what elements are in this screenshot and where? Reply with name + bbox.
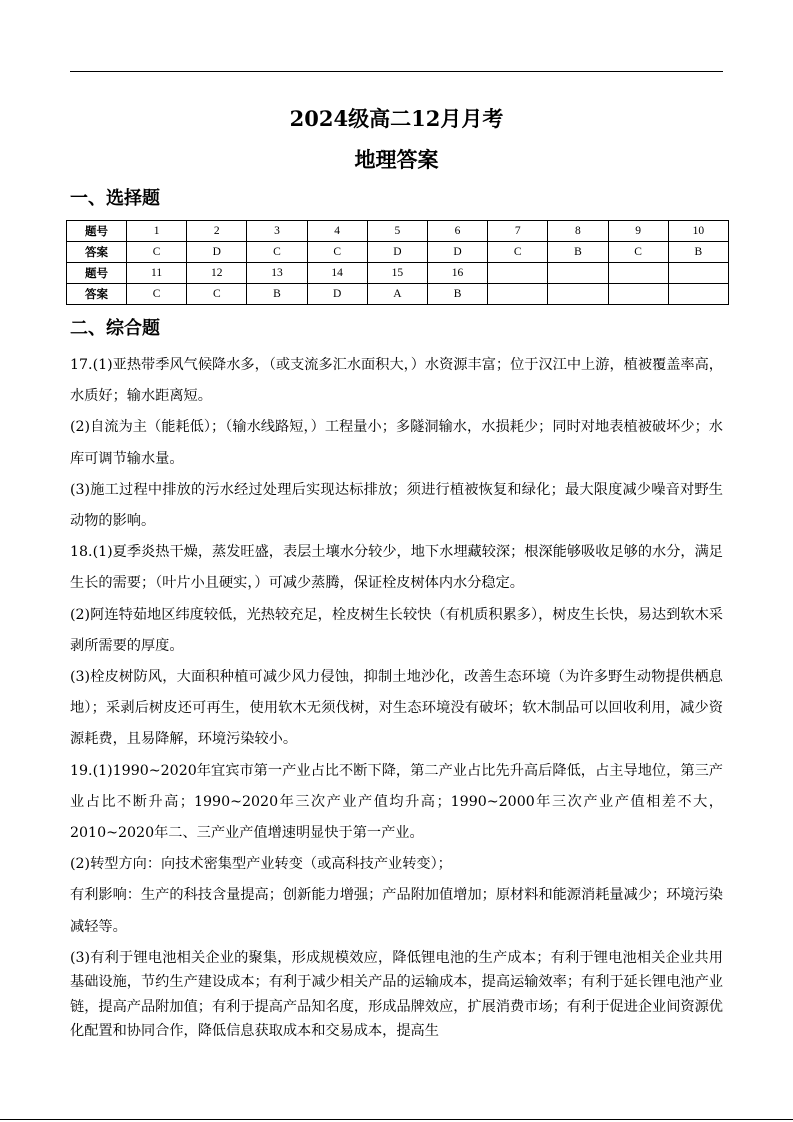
answer-cell: 7 <box>488 221 548 242</box>
header-rule <box>70 71 723 72</box>
answer-cell: C <box>247 242 307 263</box>
answer-cell: 8 <box>548 221 608 242</box>
answer-table-row <box>67 284 729 305</box>
answer-cell: C <box>307 242 367 263</box>
answer-paragraph: (3)有利于锂电池相关企业的聚集，形成规模效应，降低锂电池的生产成本；有利于锂电池相关企业共用基础设施，节约生产建设成本；有利于减少相关产品的运输成本，提高运输效率；有利于延长锂电池产业链，提高产品附加值；有利于提高产品知名度，形成品牌效应，扩展消费市场；有利于促进企业间资源优化配置和协同合作，降低信息获取成本和交易成本，提高生 <box>70 949 723 1040</box>
answer-cell <box>548 284 608 305</box>
answer-paragraph: (3)栓皮树防风，大面积种植可减少风力侵蚀，抑制土地沙化，改善生态环境（为许多野生动物提供栖息地）；采剥后树皮还可再生，使用软木无须伐树，对生态环境没有破坏；软木制品可以回收利用，减少资源耗费，且易降解，环境污染较小。 <box>70 669 723 748</box>
answer-cell <box>488 263 548 284</box>
answer-paragraph: (3)施工过程中排放的污水经过处理后实现达标排放；须进行植被恢复和绿化；最大限度减少噪音对野生动物的影响。 <box>70 481 723 530</box>
answer-cell: 2 <box>187 221 247 242</box>
answer-cell: 16 <box>427 263 487 284</box>
answer-cell: D <box>307 284 367 305</box>
answer-paragraph: (2)阿连特茹地区纬度较低，光热较充足，栓皮树生长较快（有机质积累多），树皮生长快，易达到软木采剥所需要的厚度。 <box>70 606 723 654</box>
section-heading-choice: 一、选择题 <box>70 188 160 209</box>
answer-cell <box>608 263 668 284</box>
answer-cell: 1 <box>127 221 187 242</box>
answer-cell: B <box>668 242 728 263</box>
answer-cell: 5 <box>367 221 427 242</box>
answer-cell: A <box>367 284 427 305</box>
answer-cell: B <box>247 284 307 305</box>
answer-cell: C <box>127 284 187 305</box>
answer-cell: 6 <box>427 221 487 242</box>
answer-paragraph: (2)转型方向：向技术密集型产业转变（或高科技产业转变）； <box>70 856 452 873</box>
answer-cell: C <box>608 242 668 263</box>
answer-cell: 13 <box>247 263 307 284</box>
answer-cell <box>608 284 668 305</box>
answer-cell: D <box>187 242 247 263</box>
exam-title: 2024级高二12月月考 <box>289 106 504 131</box>
answer-cell <box>668 284 728 305</box>
answer-cell: 11 <box>127 263 187 284</box>
answer-paragraph: 19.(1)1990~2020年宜宾市第一产业占比不断下降，第二产业占比先升高后降低，占主导地位，第三产业占比不断升高；1990~2020年三次产业产值均升高；1990~2000年三次产业产值相差不大，2010~2020年二、三产业产值增速明显快于第一产业。 <box>70 762 723 842</box>
answer-cell: 3 <box>247 221 307 242</box>
section-heading-comprehensive: 二、综合题 <box>70 318 160 339</box>
answer-paragraph: (2)自流为主（能耗低）；（输水线路短，）工程量小；多隧洞输水，水损耗少；同时对地表植被破坏少；水库可调节输水量。 <box>70 419 723 467</box>
answer-cell: D <box>427 242 487 263</box>
answer-cell: 12 <box>187 263 247 284</box>
answer-cell: 10 <box>668 221 728 242</box>
answer-cell <box>488 284 548 305</box>
answer-cell <box>548 263 608 284</box>
answer-cell: 15 <box>367 263 427 284</box>
answer-cell: C <box>187 284 247 305</box>
answer-table-row <box>67 263 729 284</box>
row-label: 答案 <box>67 284 127 305</box>
answer-paragraph: 18.(1)夏季炎热干燥，蒸发旺盛，表层土壤水分较少，地下水埋藏较深；根深能够吸收足够的水分，满足生长的需要；（叶片小且硬实，）可减少蒸腾，保证栓皮树体内水分稳定。 <box>70 544 723 592</box>
answer-cell: C <box>488 242 548 263</box>
answer-table-row <box>67 221 729 242</box>
row-label: 答案 <box>67 242 127 263</box>
answer-cell: 9 <box>608 221 668 242</box>
exam-subtitle: 地理答案 <box>354 147 439 172</box>
answer-paragraph: 有利影响：生产的科技含量提高；创新能力增强；产品附加值增加；原材料和能源消耗量减少；环境污染减轻等。 <box>70 887 723 935</box>
answer-cell: 14 <box>307 263 367 284</box>
row-label: 题号 <box>67 263 127 284</box>
row-label: 题号 <box>67 221 127 242</box>
answer-cell: B <box>427 284 487 305</box>
answer-cell: C <box>127 242 187 263</box>
answer-content <box>70 350 723 1044</box>
answer-table-row <box>67 242 729 263</box>
answer-cell: B <box>548 242 608 263</box>
footer-rule <box>0 1119 793 1120</box>
answer-cell <box>668 263 728 284</box>
answer-cell: D <box>367 242 427 263</box>
answer-table <box>66 220 729 305</box>
answer-cell: 4 <box>307 221 367 242</box>
answer-paragraph: 17.(1)亚热带季风气候降水多，（或支流多汇水面积大，）水资源丰富；位于汉江中上游，植被覆盖率高，水质好；输水距离短。 <box>70 357 723 405</box>
